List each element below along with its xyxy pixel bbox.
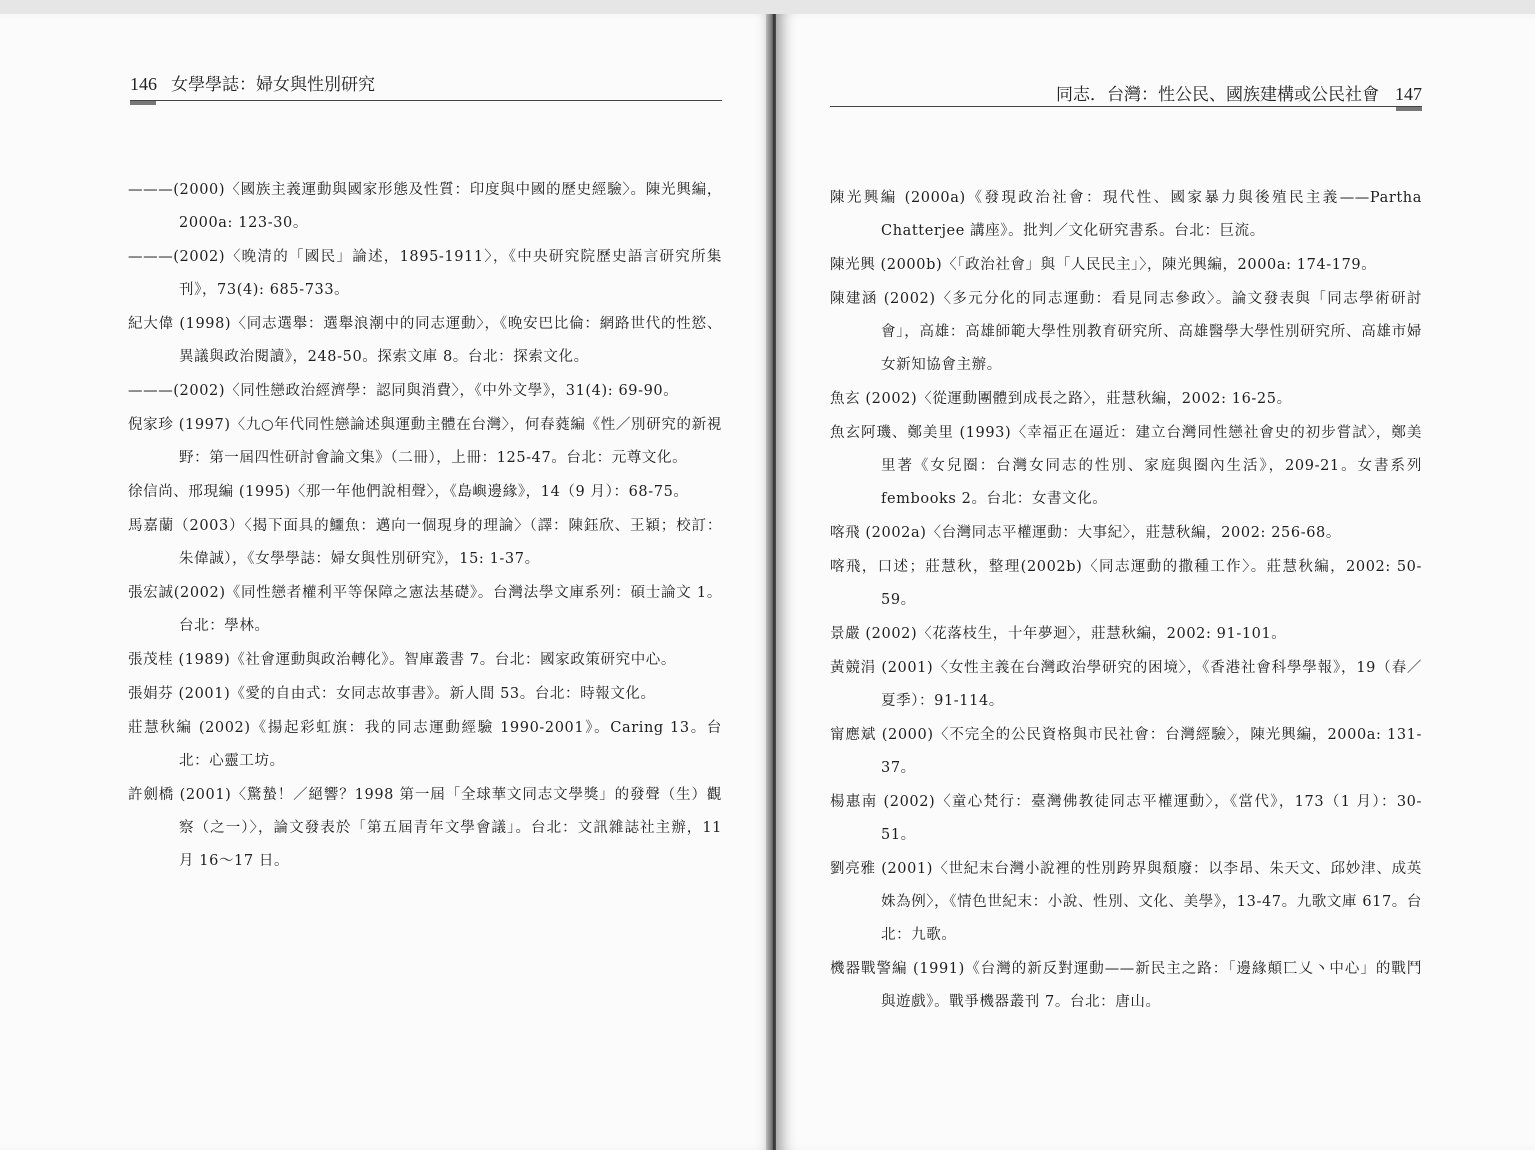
reference-entry: 張娟芬 (2001)《愛的自由式：女同志故事書》。新人間 53。台北：時報文化。 (128, 686, 656, 702)
reference-entry: 喀飛，口述；莊慧秋，整理(2002b)〈同志運動的撒種工作〉。莊慧秋編，2002: 50-59。 (830, 559, 1422, 608)
reference-entry: 景嚴 (2002)〈花落枝生，十年夢迴〉，莊慧秋編，2002: 91-101。 (830, 626, 1287, 642)
reference-entry: 莊慧秋編 (2002)《揚起彩虹旗：我的同志運動經驗 1990-2001》。Caring 13。台北：心靈工坊。 (128, 720, 722, 769)
reference-entry: 陳光興 (2000b)〈「政治社會」與「人民民主」〉，陳光興編，2000a: 174-179。 (830, 257, 1377, 273)
reference-entry: 陳建涵 (2002)〈多元分化的同志運動：看見同志參政〉。論文發表與「同志學術研討會」，高雄：高雄師範大學性別教育研究所、高雄醫學大學性別研究所、高雄市婦女新知協會主辦。 (830, 291, 1422, 373)
right-page (776, 14, 1535, 1150)
reference-entry: ———(2002)〈同性戀政治經濟學：認同與消費〉，《中外文學》，31(4): 69-90。 (128, 383, 679, 399)
left-page-number: 146 (130, 74, 157, 94)
reference-entry: 機器戰警編 (1991)《台灣的新反對運動——新民主之路：「邊緣顛匸乂丶中心」的戰鬥與遊戲》。戰爭機器叢刊 7。台北：唐山。 (830, 961, 1422, 1010)
reference-entry: 許劍橋 (2001)〈驚蟄！／絕響？1998 第一屆「全球華文同志文學獎」的發聲（生）觀察（之一）〉，論文發表於「第五屆青年文學會議」。台北：文訊雜誌社主辦，11 月 16～17 日。 (128, 787, 722, 869)
reference-entry: 黃競涓 (2001)〈女性主義在台灣政治學研究的困境〉，《香港社會科學學報》，19（春／夏季）：91-114。 (830, 660, 1422, 709)
reference-entry: 紀大偉 (1998)〈同志選舉：選舉浪潮中的同志運動〉，《晚安巴比倫：網路世代的性慾、異議與政治閱讀》，248-50。探索文庫 8。台北：探索文化。 (128, 316, 722, 365)
reference-entry: 陳光興編 (2000a)《發現政治社會：現代性、國家暴力與後殖民主義——Partha Chatterjee 講座》。批判／文化研究書系。台北：巨流。 (830, 190, 1422, 239)
reference-entry: ———(2000)〈國族主義運動與國家形態及性質：印度與中國的歷史經驗〉。陳光興編，2000a: 123-30。 (128, 182, 722, 231)
reference-entry: 甯應斌 (2000)〈不完全的公民資格與市民社會：台灣經驗〉，陳光興編，2000a: 131-37。 (830, 727, 1422, 776)
left-running-header (130, 70, 722, 101)
right-reference-list (830, 182, 1422, 1020)
reference-entry: 徐信尚、邢現編 (1995)〈那一年他們說相聲〉，《島嶼邊緣》，14（9 月）：68-75。 (128, 484, 689, 500)
right-running-title: 同志．台灣：性公民、國族建構或公民社會 (1056, 85, 1379, 105)
reference-entry: ———(2002)〈晚清的「國民」論述，1895-1911〉，《中央研究院歷史語言研究所集刊》，73(4): 685-733。 (128, 249, 722, 298)
reference-entry: 劉亮雅 (2001)〈世紀末台灣小說裡的性別跨界與頹廢：以李昂、朱天文、邱妙津、成英姝為例〉，《情色世紀末：小說、性別、文化、美學》，13-47。九歌文庫 617。台北：九歌。 (830, 861, 1422, 943)
reference-entry: 楊惠南 (2002)〈童心梵行：臺灣佛教徒同志平權運動〉，《當代》，173（1 月）：30-51。 (830, 794, 1422, 843)
reference-entry: 魚玄 (2002)〈從運動團體到成長之路〉，莊慧秋編，2002: 16-25。 (830, 391, 1292, 407)
reference-entry: 喀飛 (2002a)〈台灣同志平權運動：大事紀〉，莊慧秋編，2002: 256-68。 (830, 525, 1341, 541)
reference-entry: 張宏誠(2002)《同性戀者權利平等保障之憲法基礎》。台灣法學文庫系列：碩士論文 1。台北：學林。 (128, 585, 722, 634)
right-page-number: 147 (1395, 84, 1422, 104)
reference-entry: 馬嘉蘭（2003）〈揭下面具的鱷魚：邁向一個現身的理論〉（譯：陳鈺欣、王穎；校訂：朱偉誠），《女學學誌：婦女與性別研究》，15: 1-37。 (128, 518, 722, 567)
reference-entry: 倪家珍 (1997)〈九○年代同性戀論述與運動主體在台灣〉，何春蕤編《性／別研究的新視野：第一屆四性研討會論文集》（二冊），上冊：125-47。台北：元尊文化。 (128, 417, 722, 466)
reference-entry: 張茂桂 (1989)《社會運動與政治轉化》。智庫叢書 7。台北：國家政策研究中心。 (128, 652, 677, 668)
left-page (0, 14, 772, 1150)
left-reference-list (128, 174, 722, 879)
left-running-title: 女學學誌：婦女與性別研究 (171, 75, 375, 95)
right-running-header (830, 80, 1422, 107)
reference-entry: 魚玄阿璣、鄭美里 (1993)〈幸福正在逼近：建立台灣同性戀社會史的初步嘗試〉，鄭美里著《女兒圈：台灣女同志的性別、家庭與圈內生活》，209-21。女書系列 fembooks 2。台北：女書文化。 (830, 425, 1422, 507)
